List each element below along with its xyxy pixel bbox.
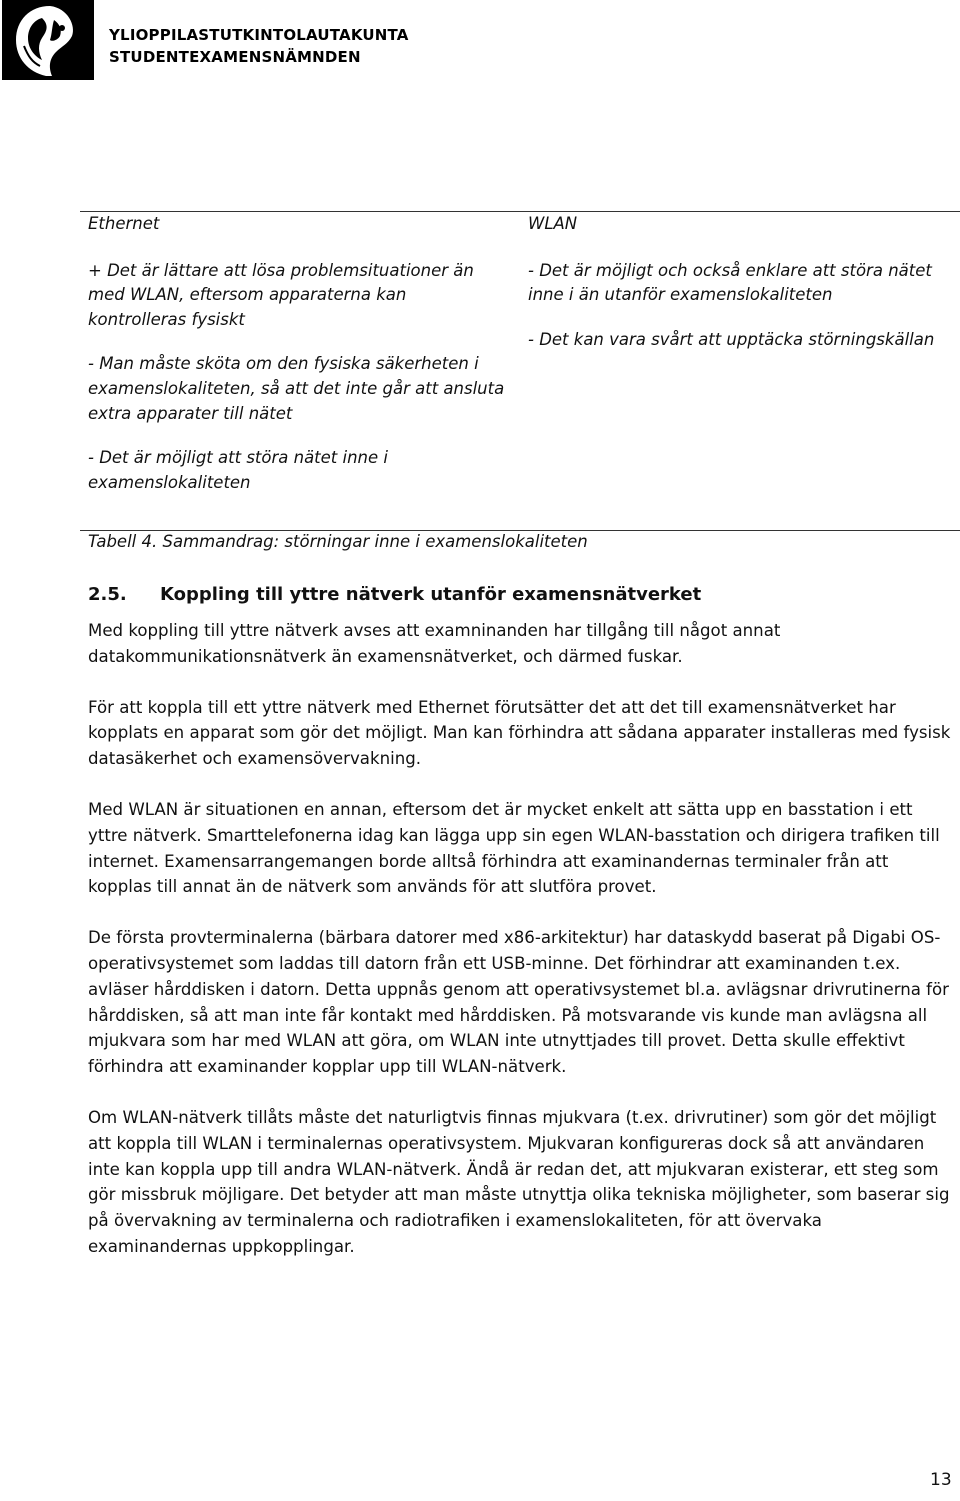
ethernet-point: + Det är lättare att lösa problemsituationer än med WLAN, eftersom apparaterna kan kontrolleras fysiskt: [88, 260, 474, 329]
paragraph: De första provterminalerna (bärbara datorer med x86-arkitektur) har dataskydd baserat på Digabi OS-operativsystemet som laddas till datorn från ett USB-minne. Det förhindrar att examinanden t.ex. avläser hårddisken i datorn. Detta uppnås genom att operativsystemet bl.a. avlägsnar drivrutinerna för hårddisken, så att man inte får kontakt med hårddisken. På motsvarande vis kunde man avlägsna all mjukvara som har med WLAN att göra, om WLAN inte utnyttjades till provet. Detta skulle effektivt förhindra att examinander kopplar upp till WLAN-nätverk.: [88, 928, 949, 1077]
paragraph: Om WLAN-nätverk tillåts måste det naturligtvis finnas mjukvara (t.ex. drivrutiner) som gör det möjligt att koppla till WLAN i terminalernas operativsystem. Mjukvaran konfigureras dock så att användaren inte kan koppla upp till andra WLAN-nätverk. Ändå är redan det, att mjukvaran existerar, ett steg som gör missbruk möjligare. Det betyder att man måste utnyttja olika tekniska möjligheter, som baserar sig på övervakning av terminalerna och radiotrafiken i examenslokaliteten, för att övervaka examinandernas uppkopplingar.: [88, 1107, 950, 1256]
page-header: [0, 0, 960, 80]
table-column-wlan: [528, 212, 958, 352]
column-title-wlan: WLAN: [528, 214, 578, 233]
section-heading: [88, 582, 701, 608]
section-title: Koppling till yttre nätverk utanför examensnätverket: [160, 584, 702, 605]
table-caption: Tabell 4. Sammandrag: störningar inne i examenslokaliteten: [88, 532, 588, 551]
wlan-point: - Det är möjligt och också enklare att störa nätet inne i än utanför examenslokaliteten: [528, 260, 932, 305]
owl-logo-icon: [2, 0, 94, 80]
table-column-ethernet: [88, 212, 508, 495]
section-number: 2.5.: [88, 584, 127, 605]
paragraph: Med WLAN är situationen en annan, eftersom det är mycket enkelt att sätta upp en basstation i ett yttre nätverk. Smarttelefonerna idag kan lägga upp sin egen WLAN-basstation och dirigera trafiken till internet. Examensarrangemangen borde alltså förhindra att examinandernas terminaler från att kopplas till annat än de nätverk som används för att slutföra provet.: [88, 799, 940, 897]
organization-name-finnish: YLIOPPILASTUTKINTOLAUTAKUNTA: [109, 26, 409, 44]
paragraph: Med koppling till yttre nätverk avses att examninanden har tillgång till något annat datakommunikationsnätverk än examensnätverket, och därmed fuskar.: [88, 621, 781, 666]
ethernet-point: - Det är möjligt att störa nätet inne i examenslokaliteten: [88, 448, 388, 492]
column-title-ethernet: Ethernet: [88, 214, 160, 233]
paragraph: För att koppla till ett yttre nätverk med Ethernet förutsätter det att det till examensnätverket har kopplats en apparat som gör det möjligt. Man kan förhindra att sådana apparater installeras med fysisk datasäkerhet och examensövervakning.: [88, 697, 951, 769]
body-text: [88, 618, 954, 1285]
page-number: 13: [930, 1470, 952, 1490]
ethernet-point: - Man måste sköta om den fysiska säkerheten i examenslokaliteten, så att det inte går att ansluta extra apparater till nätet: [88, 354, 505, 423]
wlan-point: - Det kan vara svårt att upptäcka störningskällan: [528, 329, 935, 349]
organization-name-swedish: STUDENTEXAMENSNÄMNDEN: [109, 48, 361, 66]
